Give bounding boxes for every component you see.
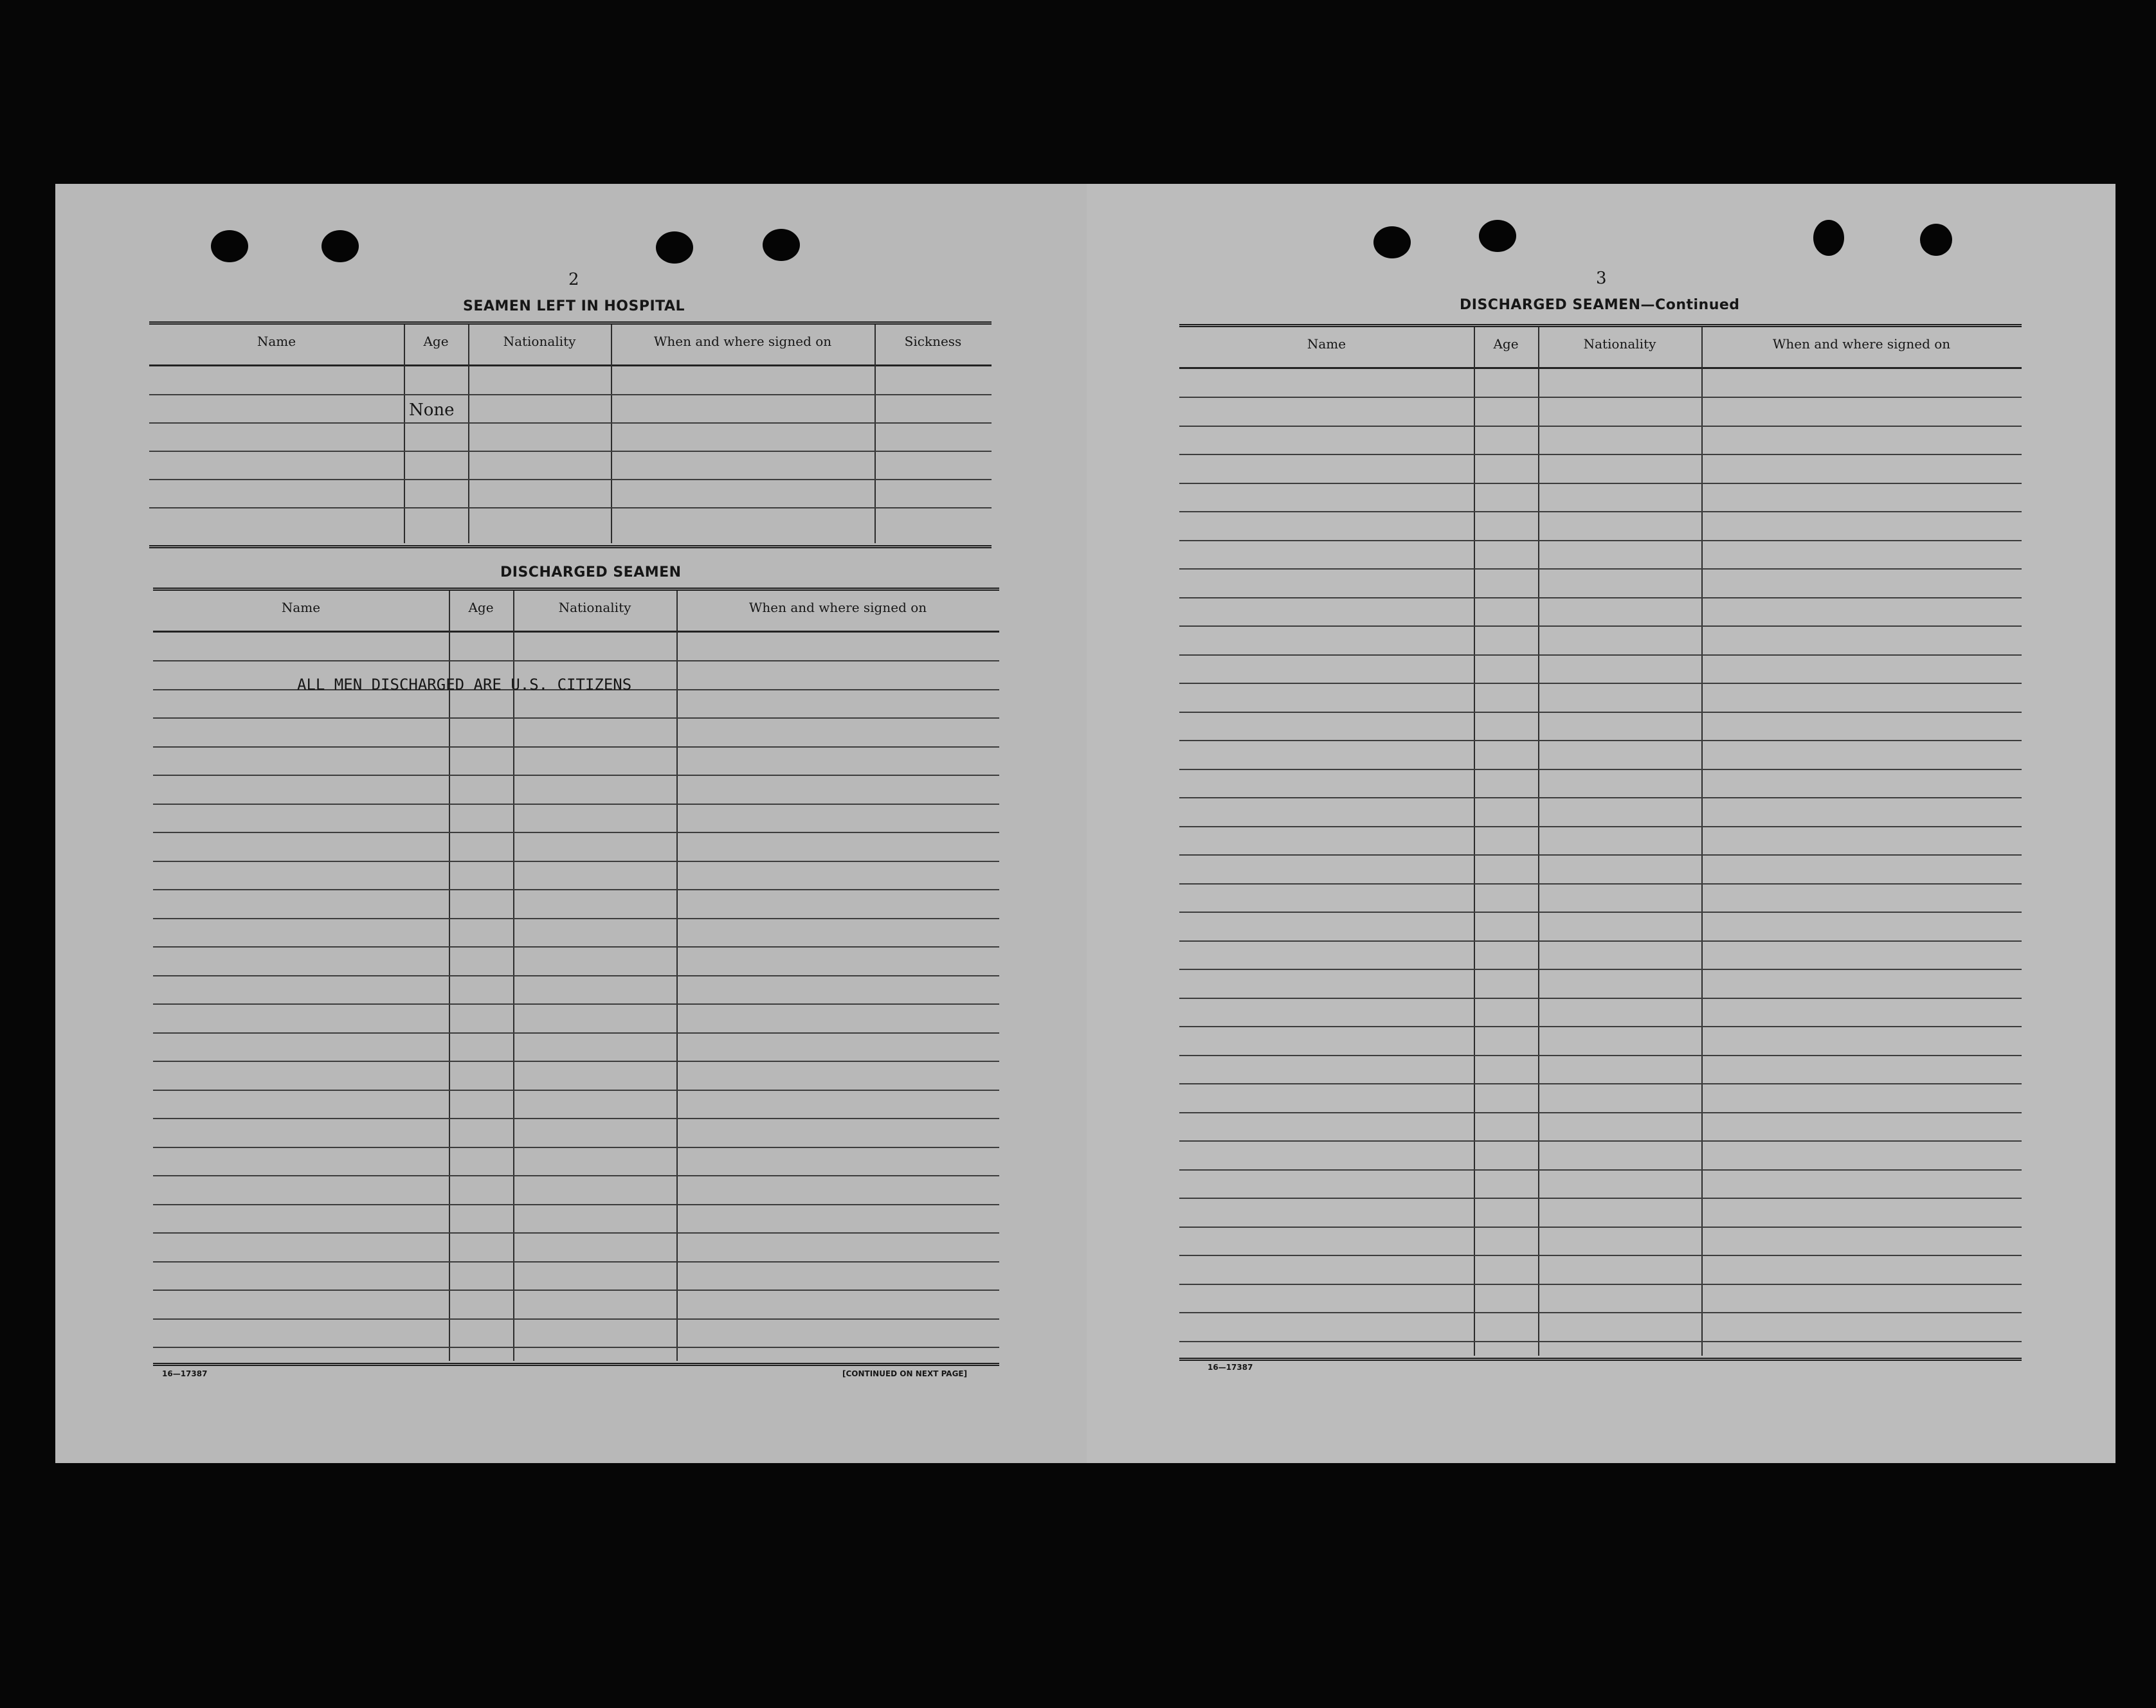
column-divider — [874, 325, 876, 543]
row-rule — [1179, 654, 2022, 656]
col-name-header: Name — [281, 600, 321, 615]
row-rule — [1179, 1112, 2022, 1113]
col-nationality-header: Nationality — [558, 600, 631, 615]
row-rule — [1179, 426, 2022, 427]
row-rule — [1179, 1341, 2022, 1342]
right-page — [1087, 184, 2115, 1463]
row-rule — [153, 1290, 999, 1291]
row-rule — [153, 1204, 999, 1205]
hospital-table-header — [149, 325, 992, 366]
row-rule — [1179, 1169, 2022, 1171]
row-rule — [153, 889, 999, 890]
punch-hole — [656, 231, 693, 264]
row-rule — [149, 451, 992, 452]
row-rule — [1179, 1255, 2022, 1256]
row-rule — [1179, 540, 2022, 541]
discharged-continued-table — [1179, 324, 2022, 1356]
row-rule — [1179, 854, 2022, 856]
typed-note: ALL MEN DISCHARGED ARE U.S. CITIZENS — [297, 676, 632, 694]
column-divider — [1474, 327, 1475, 1356]
col-signed-on-header: When and where signed on — [1772, 336, 1951, 352]
row-rule — [153, 975, 999, 976]
col-signed-on-header: When and where signed on — [748, 600, 927, 615]
punch-hole — [211, 230, 248, 262]
col-age-header: Age — [1493, 336, 1519, 352]
row-rule — [153, 804, 999, 805]
row-rule — [1179, 1140, 2022, 1142]
col-signed-on-header: When and where signed on — [653, 334, 832, 349]
discharged-table — [153, 588, 999, 1361]
col-sickness-header: Sickness — [904, 334, 962, 349]
row-rule — [153, 832, 999, 833]
row-rule — [1179, 683, 2022, 684]
row-rule — [1179, 1055, 2022, 1056]
row-rule — [149, 422, 992, 424]
row-rule — [153, 1318, 999, 1320]
left-page — [55, 184, 1103, 1463]
discharged-continued-title: DISCHARGED SEAMEN—Continued — [1460, 297, 1740, 313]
row-rule — [1179, 712, 2022, 713]
row-rule — [153, 717, 999, 719]
col-name-header: Name — [257, 334, 296, 349]
row-rule — [153, 746, 999, 748]
punch-hole — [1813, 220, 1844, 256]
col-nationality-header: Nationality — [1583, 336, 1656, 352]
col-age-header: Age — [468, 600, 494, 615]
hospital-section-title: SEAMEN LEFT IN HOSPITAL — [463, 298, 685, 314]
table-bottom-rule — [1179, 1358, 2022, 1361]
row-rule — [153, 1090, 999, 1091]
column-divider — [468, 325, 469, 543]
row-rule — [153, 1003, 999, 1005]
punch-hole — [322, 230, 359, 262]
row-rule — [153, 1061, 999, 1062]
column-divider — [611, 325, 612, 543]
row-rule — [1179, 597, 2022, 598]
row-rule — [1179, 511, 2022, 512]
row-rule — [153, 1175, 999, 1176]
row-rule — [1179, 740, 2022, 741]
row-rule — [153, 861, 999, 862]
row-rule — [1179, 625, 2022, 627]
row-rule — [153, 918, 999, 919]
discharged-continued-header — [1179, 327, 2022, 369]
column-divider — [1538, 327, 1539, 1356]
punch-hole — [1479, 220, 1516, 252]
row-rule — [1179, 1284, 2022, 1285]
row-rule — [1179, 1312, 2022, 1313]
punch-hole — [1373, 226, 1411, 258]
continued-note: [CONTINUED ON NEXT PAGE] — [842, 1369, 968, 1378]
punch-hole — [1920, 224, 1952, 256]
discharged-table-header — [153, 591, 999, 633]
row-rule — [153, 1261, 999, 1263]
row-rule — [1179, 912, 2022, 913]
row-rule — [1179, 1198, 2022, 1199]
discharged-section-title: DISCHARGED SEAMEN — [500, 564, 682, 580]
row-rule — [1179, 1083, 2022, 1084]
form-number: 16—17387 — [1208, 1363, 1253, 1372]
row-rule — [153, 946, 999, 948]
row-rule — [149, 507, 992, 508]
col-nationality-header: Nationality — [503, 334, 576, 349]
row-rule — [153, 1118, 999, 1119]
row-rule — [153, 1147, 999, 1148]
row-rule — [153, 775, 999, 776]
form-number: 16—17387 — [162, 1369, 208, 1378]
row-rule — [1179, 454, 2022, 455]
row-rule — [1179, 397, 2022, 398]
col-name-header: Name — [1307, 336, 1346, 352]
column-divider — [1701, 327, 1703, 1356]
row-rule — [1179, 769, 2022, 770]
table-bottom-rule — [153, 1363, 999, 1366]
row-rule — [1179, 483, 2022, 484]
row-rule — [153, 1347, 999, 1348]
row-rule — [1179, 969, 2022, 970]
row-rule — [1179, 568, 2022, 570]
punch-hole — [763, 229, 800, 261]
column-divider — [404, 325, 405, 543]
row-rule — [153, 1232, 999, 1234]
row-rule — [153, 1032, 999, 1034]
page-number: 3 — [1596, 269, 1607, 288]
row-rule — [1179, 1026, 2022, 1027]
col-age-header: Age — [423, 334, 449, 349]
table-bottom-rule — [149, 545, 992, 548]
row-rule — [1179, 940, 2022, 942]
row-rule — [149, 394, 992, 395]
row-rule — [1179, 883, 2022, 885]
row-rule — [1179, 998, 2022, 999]
row-rule — [1179, 826, 2022, 827]
row-rule — [1179, 1227, 2022, 1228]
page-number: 2 — [568, 270, 579, 289]
row-rule — [1179, 797, 2022, 798]
row-rule — [153, 660, 999, 661]
hospital-entry-none: None — [409, 400, 455, 420]
row-rule — [149, 479, 992, 480]
hospital-table — [149, 321, 992, 543]
